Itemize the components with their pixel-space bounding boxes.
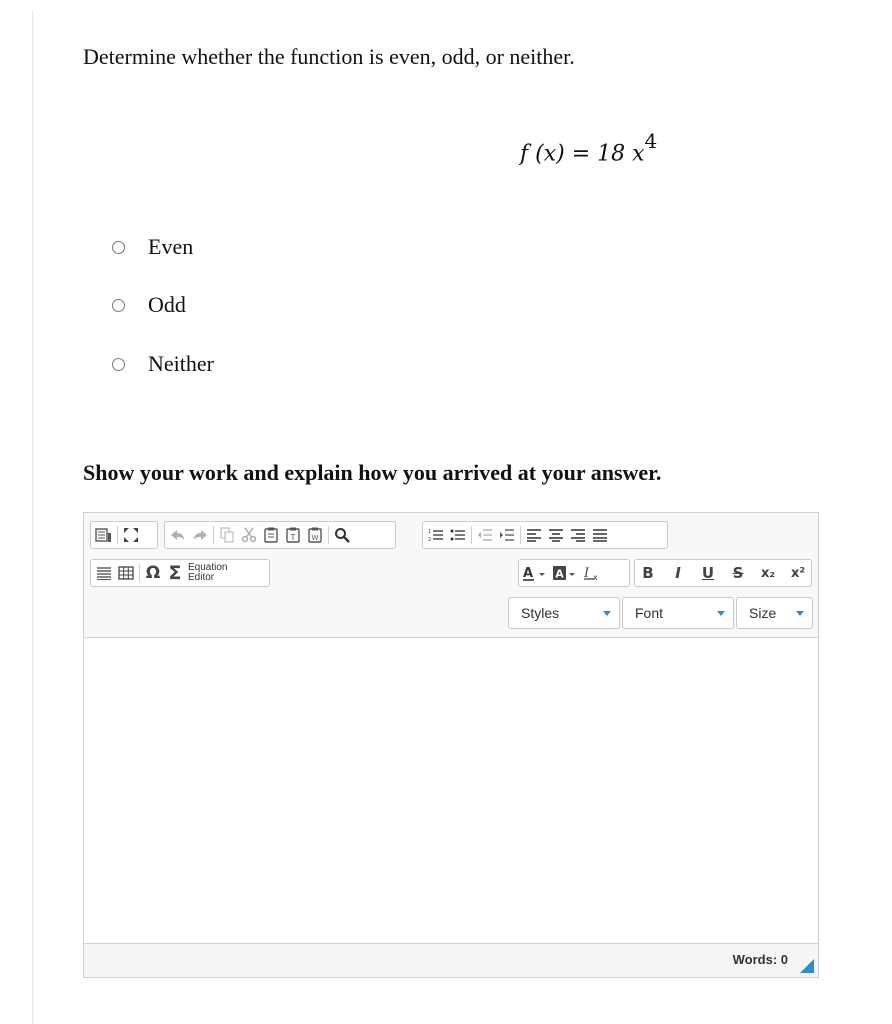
radio-button[interactable] bbox=[112, 299, 125, 312]
maximize-icon[interactable] bbox=[120, 524, 142, 546]
toolbar-group-colors bbox=[518, 559, 630, 587]
text-color-icon[interactable] bbox=[521, 562, 551, 584]
undo-icon[interactable] bbox=[167, 524, 189, 546]
editor-toolbar bbox=[84, 513, 818, 638]
source-icon[interactable] bbox=[93, 524, 115, 546]
word-count: Words: 0 bbox=[732, 952, 788, 967]
svg-text:T: T bbox=[290, 533, 296, 542]
option-even[interactable] bbox=[112, 232, 193, 262]
radio-button[interactable] bbox=[112, 358, 125, 371]
option-label: Even bbox=[148, 234, 194, 259]
svg-text:x: x bbox=[593, 573, 598, 581]
radio-button[interactable] bbox=[112, 241, 125, 254]
work-prompt: Show your work and explain how you arrived at your answer. bbox=[83, 460, 662, 485]
table-icon[interactable] bbox=[115, 562, 137, 584]
styles-dropdown[interactable] bbox=[508, 597, 620, 629]
toolbar-group-clipboard bbox=[164, 521, 396, 549]
bold-button[interactable]: B bbox=[642, 564, 654, 582]
toolbar-separator bbox=[328, 526, 329, 544]
align-right-icon[interactable] bbox=[567, 524, 589, 546]
chevron-down-icon bbox=[717, 611, 725, 616]
sigma-icon[interactable]: Σ bbox=[168, 562, 182, 584]
svg-text:1: 1 bbox=[428, 529, 432, 535]
justify-icon[interactable] bbox=[589, 524, 611, 546]
size-dropdown[interactable] bbox=[736, 597, 813, 629]
equation-editor-button[interactable] bbox=[188, 563, 228, 583]
chevron-down-icon bbox=[603, 611, 611, 616]
strikethrough-button[interactable]: S bbox=[732, 564, 744, 582]
bulleted-list-icon[interactable] bbox=[447, 524, 469, 546]
option-neither[interactable] bbox=[112, 349, 214, 379]
copy-icon[interactable] bbox=[260, 524, 282, 546]
indent-icon[interactable] bbox=[496, 524, 518, 546]
toolbar-group-document bbox=[90, 521, 158, 549]
redo-icon[interactable] bbox=[189, 524, 211, 546]
question-text: Determine whether the function is even, odd, or neither. bbox=[83, 44, 575, 69]
toolbar-group-paragraph bbox=[422, 521, 668, 549]
toolbar-separator bbox=[139, 564, 140, 582]
formula-lhs: f (x) = 18 bbox=[520, 141, 633, 167]
equation-editor-label-line1: Equation bbox=[188, 562, 228, 573]
left-border-line bbox=[32, 10, 33, 1024]
size-dropdown-label: Size bbox=[749, 605, 777, 621]
resize-handle-icon[interactable] bbox=[800, 959, 814, 973]
align-left-icon[interactable] bbox=[523, 524, 545, 546]
styles-dropdown-label: Styles bbox=[521, 605, 560, 621]
equation-editor-label-line2: Editor bbox=[188, 572, 215, 583]
rich-text-editor bbox=[83, 512, 819, 978]
toolbar-group-insert bbox=[90, 559, 270, 587]
background-color-icon[interactable] bbox=[551, 562, 581, 584]
horizontal-line-icon[interactable] bbox=[93, 562, 115, 584]
option-label: Odd bbox=[148, 292, 186, 317]
paste-word-icon[interactable] bbox=[304, 524, 326, 546]
formula-variable: x bbox=[632, 141, 645, 167]
chevron-down-icon bbox=[796, 611, 804, 616]
paste-text-icon[interactable] bbox=[282, 524, 304, 546]
svg-text:2: 2 bbox=[428, 537, 432, 542]
numbered-list-icon[interactable] bbox=[425, 524, 447, 546]
toolbar-group-basic-styles bbox=[634, 559, 812, 587]
omega-icon[interactable]: Ω bbox=[145, 563, 161, 583]
option-odd[interactable] bbox=[112, 290, 186, 320]
svg-text:A: A bbox=[555, 567, 564, 581]
toolbar-separator bbox=[520, 526, 521, 544]
formula-exponent: 4 bbox=[644, 129, 658, 153]
svg-text:A: A bbox=[523, 566, 534, 581]
font-dropdown-label: Font bbox=[635, 605, 664, 621]
outdent-icon[interactable] bbox=[474, 524, 496, 546]
remove-format-icon[interactable] bbox=[581, 562, 603, 584]
toolbar-separator bbox=[213, 526, 214, 544]
italic-button[interactable]: I bbox=[675, 564, 681, 582]
find-icon[interactable] bbox=[331, 524, 353, 546]
subscript-button[interactable]: x₂ bbox=[760, 565, 776, 581]
underline-button[interactable]: U bbox=[701, 564, 715, 582]
align-center-icon[interactable] bbox=[545, 524, 567, 546]
paste-icon[interactable] bbox=[216, 524, 238, 546]
svg-text:I: I bbox=[584, 566, 590, 581]
toolbar-separator bbox=[117, 526, 118, 544]
editor-status-bar bbox=[84, 943, 818, 977]
toolbar-separator bbox=[471, 526, 472, 544]
function-formula bbox=[520, 129, 658, 167]
superscript-button[interactable]: x² bbox=[790, 565, 806, 581]
editor-content-area[interactable] bbox=[84, 638, 818, 943]
font-dropdown[interactable] bbox=[622, 597, 734, 629]
cut-icon[interactable] bbox=[238, 524, 260, 546]
option-label: Neither bbox=[148, 351, 214, 376]
svg-text:W: W bbox=[311, 534, 319, 542]
